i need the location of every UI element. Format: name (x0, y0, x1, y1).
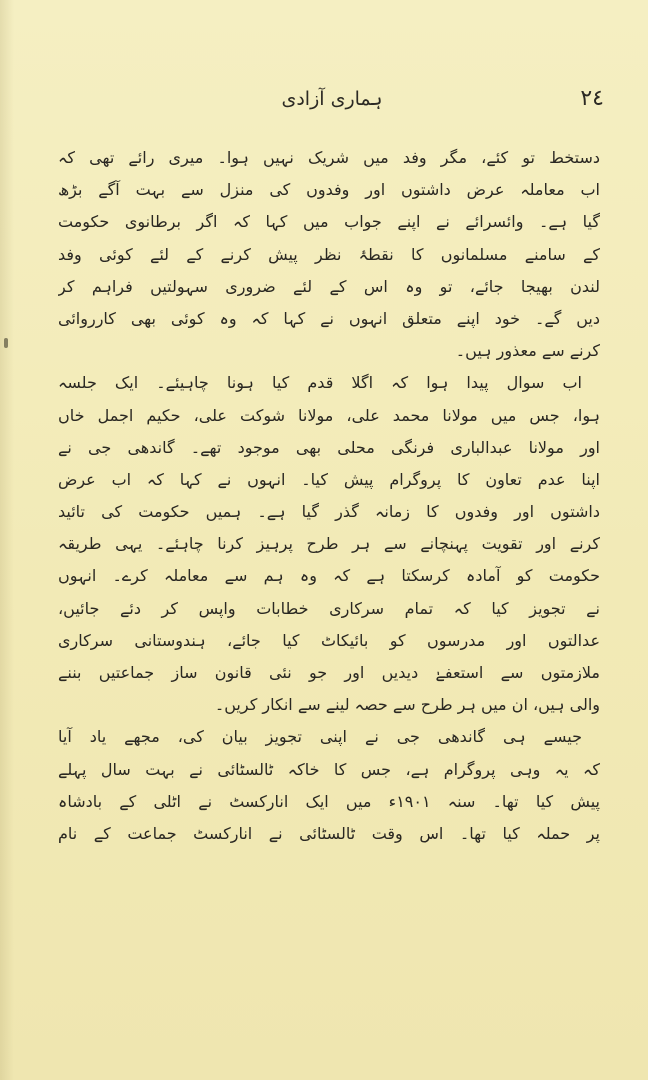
text-line: ملازمتوں سے استعفےٰ دیدیں اور جو نئی قانون ساز جماعتیں بننے (58, 663, 600, 682)
text-line: دیں گے۔ خود اپنے متعلق انہوں نے کہا کہ وہ کوئی بھی کارروائی (58, 308, 600, 328)
body-text (58, 142, 600, 850)
text-line: پیش کیا تھا۔ سنہ ۱۹۰۱ء میں ایک انارکسٹ نے اٹلی کے بادشاہ (58, 791, 600, 811)
text-line: اب سوال پیدا ہوا کہ اگلا قدم کیا ہونا چاہیئے۔ ایک جلسہ (58, 373, 582, 393)
paragraph-3 (58, 721, 600, 850)
text-line: کے سامنے مسلمانوں کا نقطۂ نظر پیش کرنے کے لئے کوئی وفد (58, 244, 600, 264)
text-line: نے تجویز کیا کہ تمام سرکاری خطابات واپس کر دئے جائیں، (58, 598, 600, 618)
page-edge-shadow (0, 0, 14, 1080)
page-number: ٢٤ (580, 86, 604, 111)
text-line: کرنے اور تقویت پہنچانے سے ہر طرح پرہیز کرنا چاہئے۔ یہی طریقہ (58, 534, 600, 554)
text-line: اپنا عدم تعاون کا پروگرام پیش کیا۔ انہوں نے کہا کہ اب عرض (58, 469, 600, 489)
text-line: کرنے سے معذور ہیں۔ (455, 341, 600, 361)
text-line: دستخط تو کئے، مگر وفد میں شریک نہیں ہوا۔ میری رائے تھی کہ (58, 148, 600, 167)
text-line: اور مولانا عبدالباری فرنگی محلی بھی موجود تھے۔ گاندھی جی نے (58, 437, 600, 457)
text-line: والی ہیں، ان میں ہر طرح سے حصہ لینے سے انکار کریں۔ (214, 695, 600, 715)
text-line: اب معاملہ عرض داشتوں اور وفدوں کی منزل سے بہت آگے بڑھ (58, 180, 600, 200)
paragraph-1 (58, 142, 600, 367)
page-header (60, 86, 604, 120)
text-line: پر حملہ کیا تھا۔ اس وقت ٹالسٹائی نے انارکسٹ جماعت کے نام (58, 823, 600, 843)
text-line: عدالتوں اور مدرسوں کو بائیکاٹ کیا جائے، ہندوستانی سرکاری (58, 630, 600, 650)
text-line: داشتوں اور وفدوں کا زمانہ گذر گیا ہے۔ ہمیں حکومت کی تائید (58, 502, 600, 522)
text-line: جیسے ہی گاندھی جی نے اپنی تجویز بیان کی، مجھے یاد آیا (58, 727, 582, 747)
text-line: کہ یہ وہی پروگرام ہے، جس کا خاکہ ٹالسٹائی نے بہت سال پہلے (58, 759, 600, 779)
running-title: ہماری آزادی (281, 88, 383, 110)
margin-mark (4, 338, 8, 348)
text-line: لندن بھیجا جائے، تو وہ اس کے لئے ضروری سہولتیں فراہم کر (58, 276, 600, 296)
text-line: ہوا، جس میں مولانا محمد علی، مولانا شوکت علی، حکیم اجمل خاں (58, 405, 600, 425)
paragraph-2 (58, 367, 600, 721)
text-line: گیا ہے۔ وائسرائے نے اپنے جواب میں کہا کہ اگر برطانوی حکومت (58, 212, 600, 232)
text-line: حکومت کو آمادہ کرسکتا ہے کہ وہ ہم سے معاملہ کرے۔ انہوں (58, 566, 600, 586)
